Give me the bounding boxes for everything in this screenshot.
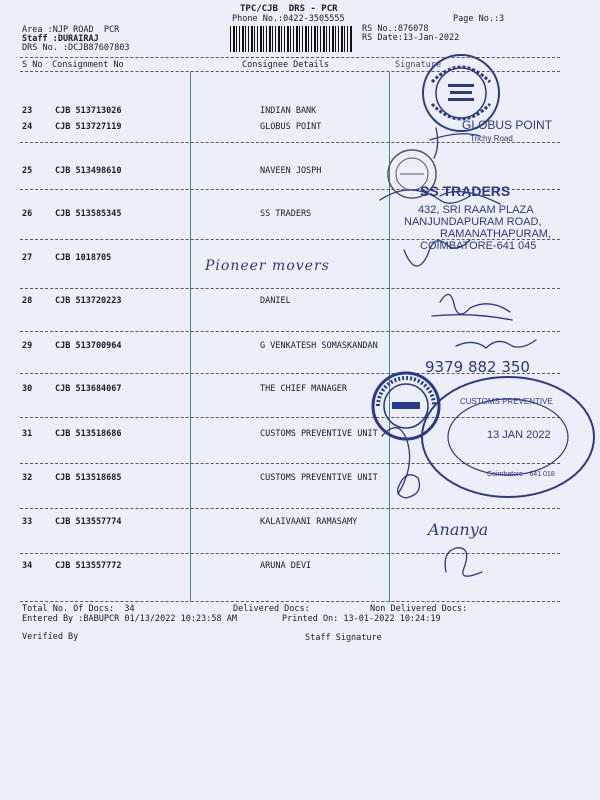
row-sno: 25	[22, 166, 33, 176]
row-consignment: CJB 513518685	[55, 473, 122, 483]
row-sno: 29	[22, 341, 33, 351]
delivered-docs: Delivered Docs:	[233, 604, 310, 614]
entered-by: Entered By :BABUPCR 01/13/2022 10:23:58 AM	[22, 614, 237, 624]
non-delivered-docs: Non Delivered Docs:	[370, 604, 468, 614]
staff-signature-label: Staff Signature	[305, 633, 382, 643]
area-field: Area :NJP ROAD PCR	[22, 25, 120, 35]
total-docs: Total No. Of Docs: 34	[22, 604, 135, 614]
row-sno: 33	[22, 517, 33, 527]
rs-date: RS Date:13-Jan-2022	[362, 33, 460, 43]
handwritten-ananya: Ananya	[428, 520, 489, 539]
row-consignee: CUSTOMS PREVENTIVE UNIT	[260, 473, 378, 483]
row-sno: 24	[22, 122, 33, 132]
row-consignment: CJB 513727119	[55, 122, 122, 132]
rs-number: RS No.:876078	[362, 24, 429, 34]
row-consignee: THE CHIEF MANAGER	[260, 384, 347, 394]
handwritten-phone: 9379 882 350	[425, 358, 530, 376]
column-sno: S No	[22, 60, 43, 70]
page-number: Page No.:3	[453, 14, 505, 24]
ss-traders-addr2: NANJUNDAPURAM ROAD,	[404, 216, 542, 228]
row-sno: 28	[22, 296, 33, 306]
handwritten-pioneer-movers: Pioneer movers	[205, 258, 330, 274]
row-consignment: CJB 513518686	[55, 429, 122, 439]
row-consignment: CJB 1018705	[55, 253, 112, 263]
drs-number: DRS No. :DCJB87607803	[22, 43, 130, 53]
row-consignment: CJB 513585345	[55, 209, 122, 219]
row-consignee: KALAIVAANI RAMASAMY	[260, 517, 358, 527]
row-consignee: CUSTOMS PREVENTIVE UNIT	[260, 429, 378, 439]
row-consignment: CJB 513700964	[55, 341, 122, 351]
printed-on: Printed On: 13-01-2022 10:24:19	[282, 614, 441, 624]
customs-stamp-date: 13 JAN 2022	[487, 429, 551, 441]
column-signature: Signature	[395, 60, 442, 70]
globus-stamp-name: GLOBUS POINT	[462, 118, 553, 132]
globus-stamp-sub: Trichy Road	[470, 134, 513, 143]
row-consignment: CJB 513713026	[55, 106, 122, 116]
row-sno: 27	[22, 253, 33, 263]
row-sno: 34	[22, 561, 33, 571]
row-consignment: CJB 513498610	[55, 166, 122, 176]
row-sno: 30	[22, 384, 33, 394]
column-consignee: Consignee Details	[242, 60, 329, 70]
staff-field: Staff :DURAIRAJ	[22, 34, 99, 44]
phone-number: Phone No.:0422-3505555	[232, 14, 345, 24]
row-sno: 23	[22, 106, 33, 116]
row-consignment: CJB 513557774	[55, 517, 122, 527]
ss-traders-addr3: RAMANATHAPURAM,	[440, 228, 552, 240]
row-consignee: DANIEL	[260, 296, 291, 306]
row-consignee: G VENKATESH SOMASKANDAN	[260, 341, 378, 351]
row-consignment: CJB 513557772	[55, 561, 122, 571]
row-consignee: INDIAN BANK	[260, 106, 317, 116]
row-consignee: GLOBUS POINT	[260, 122, 322, 132]
ss-traders-addr1: 432, SRI RAAM PLAZA	[418, 204, 534, 216]
verified-by: Verified By	[22, 632, 79, 642]
sheet-title: TPC/CJB DRS - PCR	[240, 4, 338, 14]
row-consignment: CJB 513684067	[55, 384, 122, 394]
column-consignment: Consignment No	[52, 60, 124, 70]
row-consignment: CJB 513720223	[55, 296, 122, 306]
row-consignee: ARUNA DEVI	[260, 561, 312, 571]
customs-stamp-city: Coimbatore - 641 018	[487, 471, 555, 478]
ss-traders-addr4: COIMBATORE-641 045	[420, 240, 537, 252]
row-consignee: NAVEEN JOSPH	[260, 166, 322, 176]
customs-stamp-label: CUSTOMS PREVENTIVE	[460, 397, 553, 406]
row-sno: 26	[22, 209, 33, 219]
row-consignee: SS TRADERS	[260, 209, 312, 219]
ss-traders-stamp-name: SS TRADERS	[420, 183, 511, 199]
row-sno: 32	[22, 473, 33, 483]
row-sno: 31	[22, 429, 33, 439]
